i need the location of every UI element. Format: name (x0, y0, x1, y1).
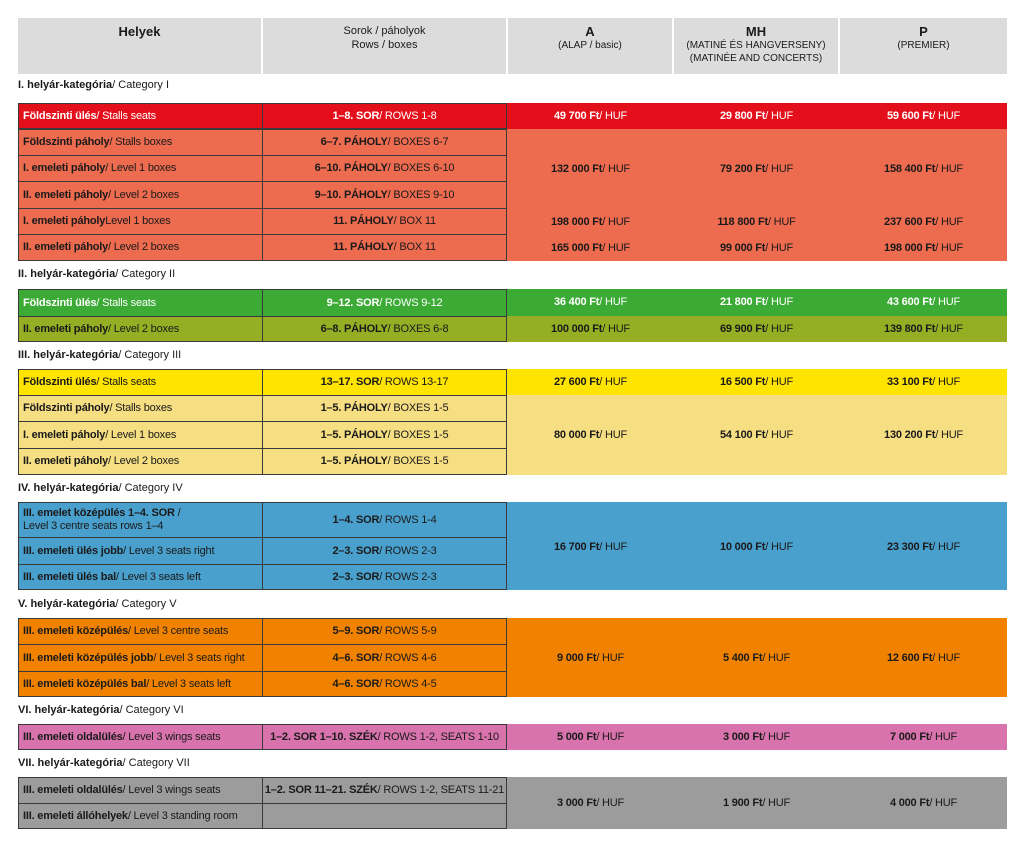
price-p (840, 724, 1007, 750)
price-value: 9 000 Ft (556, 651, 597, 664)
place-cell (18, 671, 263, 697)
rows-normal: / ROWS 13-17 (379, 376, 449, 388)
rows-bold: 1–5. PÁHOLY (320, 455, 388, 467)
price-currency: / HUF (602, 162, 630, 175)
price-currency: / HUF (932, 109, 961, 122)
header-places-label: Helyek (118, 24, 161, 39)
place-normal: / Level 3 wings seats (122, 730, 221, 743)
price-p (840, 156, 1007, 182)
rows-cell (262, 155, 507, 182)
place-cell (18, 316, 263, 342)
price-a (508, 790, 673, 816)
header-a (508, 18, 672, 74)
header-p-title: P (919, 24, 928, 39)
place-cell (18, 103, 263, 129)
place-cell (18, 421, 263, 449)
place-normal: / Level 3 seats right (153, 651, 245, 664)
rows-cell (262, 537, 507, 565)
rows-bold: 11. PÁHOLY (333, 215, 394, 227)
place-cell (18, 724, 263, 750)
price-currency: / HUF (932, 651, 961, 664)
price-currency: / HUF (765, 540, 794, 553)
rows-cell (262, 181, 507, 209)
rows-cell (262, 724, 507, 750)
place-cell (18, 448, 263, 475)
place-normal: / Level 2 boxes (108, 455, 180, 467)
place-bold: III. emeleti oldalülés (23, 784, 123, 796)
place-cell (18, 369, 263, 396)
place-bold: Földszinti páholy (23, 402, 110, 414)
rows-cell (262, 103, 507, 129)
price-currency: / HUF (935, 428, 963, 441)
rows-bold: 1–2. SOR 1–10. SZÉK (270, 730, 378, 743)
category-7-heading (18, 753, 190, 773)
price-p (840, 534, 1007, 560)
place-normal: / Stalls seats (96, 109, 156, 122)
rows-normal: / ROWS 2-3 (379, 570, 437, 583)
place-bold: I. emeleti páholy (23, 428, 106, 441)
place-cell (18, 803, 263, 829)
rows-normal: / ROWS 2-3 (379, 544, 437, 557)
rows-normal: / ROWS 1-8 (379, 109, 437, 122)
rows-cell (262, 369, 507, 396)
price-value: 21 800 Ft (719, 296, 766, 308)
category-6-hu: VI. helyár-kategória (18, 704, 120, 716)
rows-cell (262, 234, 507, 261)
price-value: 139 800 Ft (884, 322, 936, 335)
price-currency: / HUF (599, 540, 628, 553)
place-bold: Földszinti ülés (23, 376, 97, 388)
rows-cell (262, 644, 507, 672)
price-mh (674, 316, 839, 342)
place-normal: / Level 1 boxes (105, 162, 177, 174)
rows-bold: 9–12. SOR (326, 296, 380, 309)
rows-normal: / ROWS 1-2, SEATS 1-10 (377, 730, 499, 743)
rows-normal: / ROWS 4-6 (379, 651, 437, 664)
rows-bold: 2–3. SOR (332, 544, 380, 557)
rows-normal: / BOXES 6-10 (387, 162, 455, 174)
place-cell (18, 777, 263, 804)
price-value: 16 500 Ft (719, 375, 766, 388)
price-a (508, 235, 673, 261)
place-cell (18, 502, 263, 538)
place-cell (18, 537, 263, 565)
price-value: 29 800 Ft (719, 109, 766, 122)
place-normal: / Stalls boxes (109, 402, 173, 414)
place-cell (18, 129, 263, 156)
header-p (840, 18, 1007, 74)
price-mh (674, 790, 839, 816)
rows-cell (262, 618, 507, 645)
price-currency: / HUF (602, 241, 630, 254)
place-normal: / Level 3 seats left (116, 570, 201, 583)
place-cell (18, 234, 263, 261)
rows-normal: / BOXES 9-10 (387, 188, 455, 201)
rows-bold: 5–9. SOR (332, 625, 380, 637)
price-value: 10 000 Ft (719, 540, 766, 553)
price-value: 33 100 Ft (886, 375, 933, 388)
category-4-en: / Category IV (118, 482, 183, 494)
place-normal: / Stalls seats (96, 376, 156, 388)
price-currency: / HUF (932, 296, 961, 308)
category-6-heading (18, 700, 184, 720)
rows-normal: / ROWS 1-2, SEATS 11-21 (377, 784, 505, 796)
price-mh (674, 289, 839, 316)
price-a (508, 103, 673, 129)
price-a (508, 645, 673, 671)
header-places (18, 18, 261, 74)
place-line2: Level 3 centre seats rows 1–4 (23, 520, 164, 532)
place-cell (18, 618, 263, 645)
rows-bold: 6–10. PÁHOLY (314, 162, 388, 174)
price-p (840, 103, 1007, 129)
header-rows (263, 18, 506, 74)
price-currency: / HUF (935, 162, 963, 175)
price-p (840, 209, 1007, 235)
header-p-sub: (PREMIER) (897, 40, 950, 51)
price-value: 237 600 Ft (884, 215, 936, 228)
price-currency: / HUF (762, 651, 791, 664)
price-value: 3 000 Ft (556, 796, 597, 809)
place-bold: Földszinti páholy (23, 136, 110, 148)
rows-cell (262, 208, 507, 235)
category-5-en: / Category V (115, 598, 177, 610)
price-currency: / HUF (932, 540, 961, 553)
place-normal: Level 1 boxes (105, 215, 171, 227)
price-mh (674, 422, 839, 448)
header-mh-sub2: (MATINÉE AND CONCERTS) (689, 53, 823, 64)
price-value: 132 000 Ft (551, 162, 603, 175)
price-value: 130 200 Ft (884, 428, 936, 441)
category-1-hu: I. helyár-kategória (18, 79, 113, 91)
price-currency: / HUF (765, 375, 794, 388)
place-normal: / Level 3 seats left (146, 677, 231, 690)
place-cell (18, 181, 263, 209)
price-value: 5 000 Ft (556, 730, 597, 743)
rows-cell (262, 671, 507, 697)
price-currency: / HUF (765, 296, 794, 308)
price-value: 54 100 Ft (719, 428, 766, 441)
price-p (840, 235, 1007, 261)
rows-cell (262, 395, 507, 422)
price-currency: / HUF (765, 428, 794, 441)
rows-cell-empty (262, 803, 507, 829)
rows-normal: / BOXES 1-5 (387, 455, 449, 467)
price-value: 12 600 Ft (886, 651, 933, 664)
rows-normal: / BOXES 1-5 (387, 428, 449, 441)
rows-bold: 1–4. SOR (332, 513, 380, 526)
price-value: 49 700 Ft (553, 109, 600, 122)
category-3-en: / Category III (118, 349, 182, 361)
price-mh (674, 724, 839, 750)
place-bold: Földszinti ülés (23, 109, 97, 122)
price-value: 59 600 Ft (886, 109, 933, 122)
header-a-sub: (ALAP / basic) (558, 40, 622, 51)
rows-normal: / ROWS 9-12 (379, 296, 443, 309)
rows-cell (262, 129, 507, 156)
price-value: 43 600 Ft (886, 296, 933, 308)
price-mh (674, 645, 839, 671)
price-currency: / HUF (596, 651, 625, 664)
place-bold: Földszinti ülés (23, 296, 97, 309)
rows-normal: / BOX 11 (393, 215, 436, 227)
place-normal: / (174, 507, 181, 519)
place-bold: III. emeleti középülés bal (23, 677, 147, 690)
price-a (508, 534, 673, 560)
rows-bold: 1–5. PÁHOLY (320, 428, 388, 441)
price-a (508, 369, 673, 395)
rows-bold: 1–8. SOR (332, 109, 380, 122)
price-currency: / HUF (765, 162, 794, 175)
price-value: 23 300 Ft (886, 540, 933, 553)
price-value: 165 000 Ft (551, 241, 603, 254)
place-bold: III. emeleti ülés bal (23, 570, 117, 583)
rows-bold: 1–2. SOR 11–21. SZÉK (264, 784, 378, 796)
price-currency: / HUF (599, 375, 628, 388)
place-bold: III. emeleti állóhelyek (23, 809, 128, 822)
place-bold: II. emeleti páholy (23, 188, 109, 201)
price-currency: / HUF (767, 215, 796, 228)
price-a (508, 156, 673, 182)
place-line1 (23, 507, 180, 520)
price-mh (674, 209, 839, 235)
category-7-en: / Category VII (122, 757, 190, 769)
place-bold: III. emeleti középülés jobb (23, 651, 154, 664)
rows-bold: 13–17. SOR (320, 376, 380, 388)
category-2-en: / Category II (115, 268, 176, 280)
category-5-heading (18, 594, 177, 614)
place-bold: III. emeleti ülés jobb (23, 544, 124, 557)
category-2-heading (18, 264, 175, 284)
price-p (840, 790, 1007, 816)
header-a-title: A (585, 24, 595, 39)
price-value: 80 000 Ft (553, 428, 600, 441)
price-value: 100 000 Ft (551, 322, 603, 335)
price-currency: / HUF (762, 730, 791, 743)
place-normal: / Level 2 boxes (108, 188, 180, 201)
price-value: 118 800 Ft (717, 215, 768, 228)
place-cell (18, 395, 263, 422)
price-currency: / HUF (935, 322, 963, 335)
place-bold: II. emeleti páholy (23, 241, 109, 253)
price-a (508, 724, 673, 750)
price-value: 3 000 Ft (722, 730, 763, 743)
price-currency: / HUF (765, 241, 794, 254)
category-1-heading (18, 76, 169, 94)
rows-cell (262, 448, 507, 475)
price-currency: / HUF (935, 215, 963, 228)
rows-normal: / BOXES 6-7 (387, 136, 449, 148)
rows-cell (262, 421, 507, 449)
rows-bold: 11. PÁHOLY (333, 241, 394, 253)
category-1-en: / Category I (112, 79, 170, 91)
header-rows-line1: Sorok / páholyok (343, 25, 426, 37)
price-currency: / HUF (765, 322, 794, 335)
price-currency: / HUF (929, 730, 958, 743)
price-a (508, 289, 673, 316)
rows-normal: / BOXES 6-8 (387, 322, 449, 335)
price-value: 79 200 Ft (719, 162, 766, 175)
price-mh (674, 103, 839, 129)
header-mh-title: MH (745, 24, 767, 39)
price-value: 69 900 Ft (719, 322, 766, 335)
place-cell (18, 289, 263, 317)
rows-normal: / ROWS 4-5 (379, 677, 437, 690)
place-bold: III. emeleti oldalülés (23, 730, 123, 743)
category-6-en: / Category VI (119, 704, 184, 716)
price-a (508, 209, 673, 235)
price-currency: / HUF (599, 428, 628, 441)
rows-bold: 9–10. PÁHOLY (314, 188, 388, 201)
rows-normal: / ROWS 5-9 (379, 625, 437, 637)
price-p (840, 289, 1007, 316)
rows-bold: 6–8. PÁHOLY (320, 322, 388, 335)
place-normal: / Stalls boxes (109, 136, 173, 148)
price-mh (674, 534, 839, 560)
place-bold: II. emeleti páholy (23, 455, 109, 467)
place-normal: / Level 2 boxes (108, 241, 180, 253)
rows-cell (262, 289, 507, 317)
price-value: 1 900 Ft (722, 796, 763, 809)
place-cell (18, 155, 263, 182)
rows-bold: 4–6. SOR (332, 677, 380, 690)
price-value: 99 000 Ft (719, 241, 766, 254)
price-value: 36 400 Ft (553, 296, 600, 308)
price-mh (674, 369, 839, 395)
place-bold: II. emeleti páholy (23, 322, 109, 335)
place-normal: / Level 2 boxes (108, 322, 180, 335)
price-currency: / HUF (765, 109, 794, 122)
price-a (508, 422, 673, 448)
price-p (840, 316, 1007, 342)
price-value: 7 000 Ft (889, 730, 930, 743)
price-currency: / HUF (599, 109, 628, 122)
price-a (508, 316, 673, 342)
rows-normal: / BOX 11 (393, 241, 436, 253)
place-normal: / Stalls seats (96, 296, 156, 309)
rows-cell (262, 316, 507, 342)
rows-bold: 1–5. PÁHOLY (320, 402, 388, 414)
price-currency: / HUF (602, 215, 630, 228)
rows-bold: 4–6. SOR (332, 651, 380, 664)
price-currency: / HUF (762, 796, 791, 809)
price-p (840, 422, 1007, 448)
category-3-hu: III. helyár-kategória (18, 349, 119, 361)
rows-cell (262, 502, 507, 538)
price-p (840, 369, 1007, 395)
place-bold: I. emeleti páholy (23, 215, 106, 227)
price-value: 16 700 Ft (553, 540, 600, 553)
price-currency: / HUF (932, 375, 961, 388)
place-cell (18, 644, 263, 672)
category-4-heading (18, 478, 183, 498)
price-p (840, 645, 1007, 671)
price-currency: / HUF (929, 796, 958, 809)
place-cell (18, 208, 263, 235)
rows-bold: 6–7. PÁHOLY (320, 136, 388, 148)
place-cell (18, 564, 263, 590)
category-3-heading (18, 345, 181, 365)
price-value: 198 000 Ft (551, 215, 603, 228)
place-normal: / Level 3 standing room (127, 809, 238, 822)
price-mh (674, 235, 839, 261)
price-currency: / HUF (599, 296, 628, 308)
rows-normal: / BOXES 1-5 (387, 402, 449, 414)
place-normal: / Level 3 seats right (123, 544, 215, 557)
place-bold: I. emeleti páholy (23, 162, 106, 174)
price-mh (674, 156, 839, 182)
place-normal: / Level 3 centre seats (128, 625, 229, 637)
rows-cell (262, 564, 507, 590)
category-4-hu: IV. helyár-kategória (18, 482, 119, 494)
price-value: 158 400 Ft (884, 162, 936, 175)
header-mh (674, 18, 838, 74)
price-value: 198 000 Ft (884, 241, 936, 254)
rows-cell (262, 777, 507, 804)
category-7-hu: VII. helyár-kategória (18, 757, 123, 769)
place-normal: / Level 3 wings seats (122, 784, 221, 796)
header-rows-line2: Rows / boxes (351, 39, 418, 51)
place-bold: III. emelet középülés 1–4. SOR (23, 507, 175, 519)
category-2-hu: II. helyár-kategória (18, 268, 116, 280)
price-value: 27 600 Ft (553, 375, 600, 388)
category-5-hu: V. helyár-kategória (18, 598, 116, 610)
price-currency: / HUF (935, 241, 963, 254)
header-mh-sub1: (MATINÉ ÉS HANGVERSENY) (686, 40, 826, 51)
price-value: 5 400 Ft (722, 651, 763, 664)
rows-normal: / ROWS 1-4 (379, 513, 437, 526)
place-normal: / Level 1 boxes (105, 428, 177, 441)
price-value: 4 000 Ft (889, 796, 930, 809)
price-currency: / HUF (596, 796, 625, 809)
price-currency: / HUF (602, 322, 630, 335)
rows-bold: 2–3. SOR (332, 570, 380, 583)
place-bold: III. emeleti középülés (23, 625, 129, 637)
price-currency: / HUF (596, 730, 625, 743)
